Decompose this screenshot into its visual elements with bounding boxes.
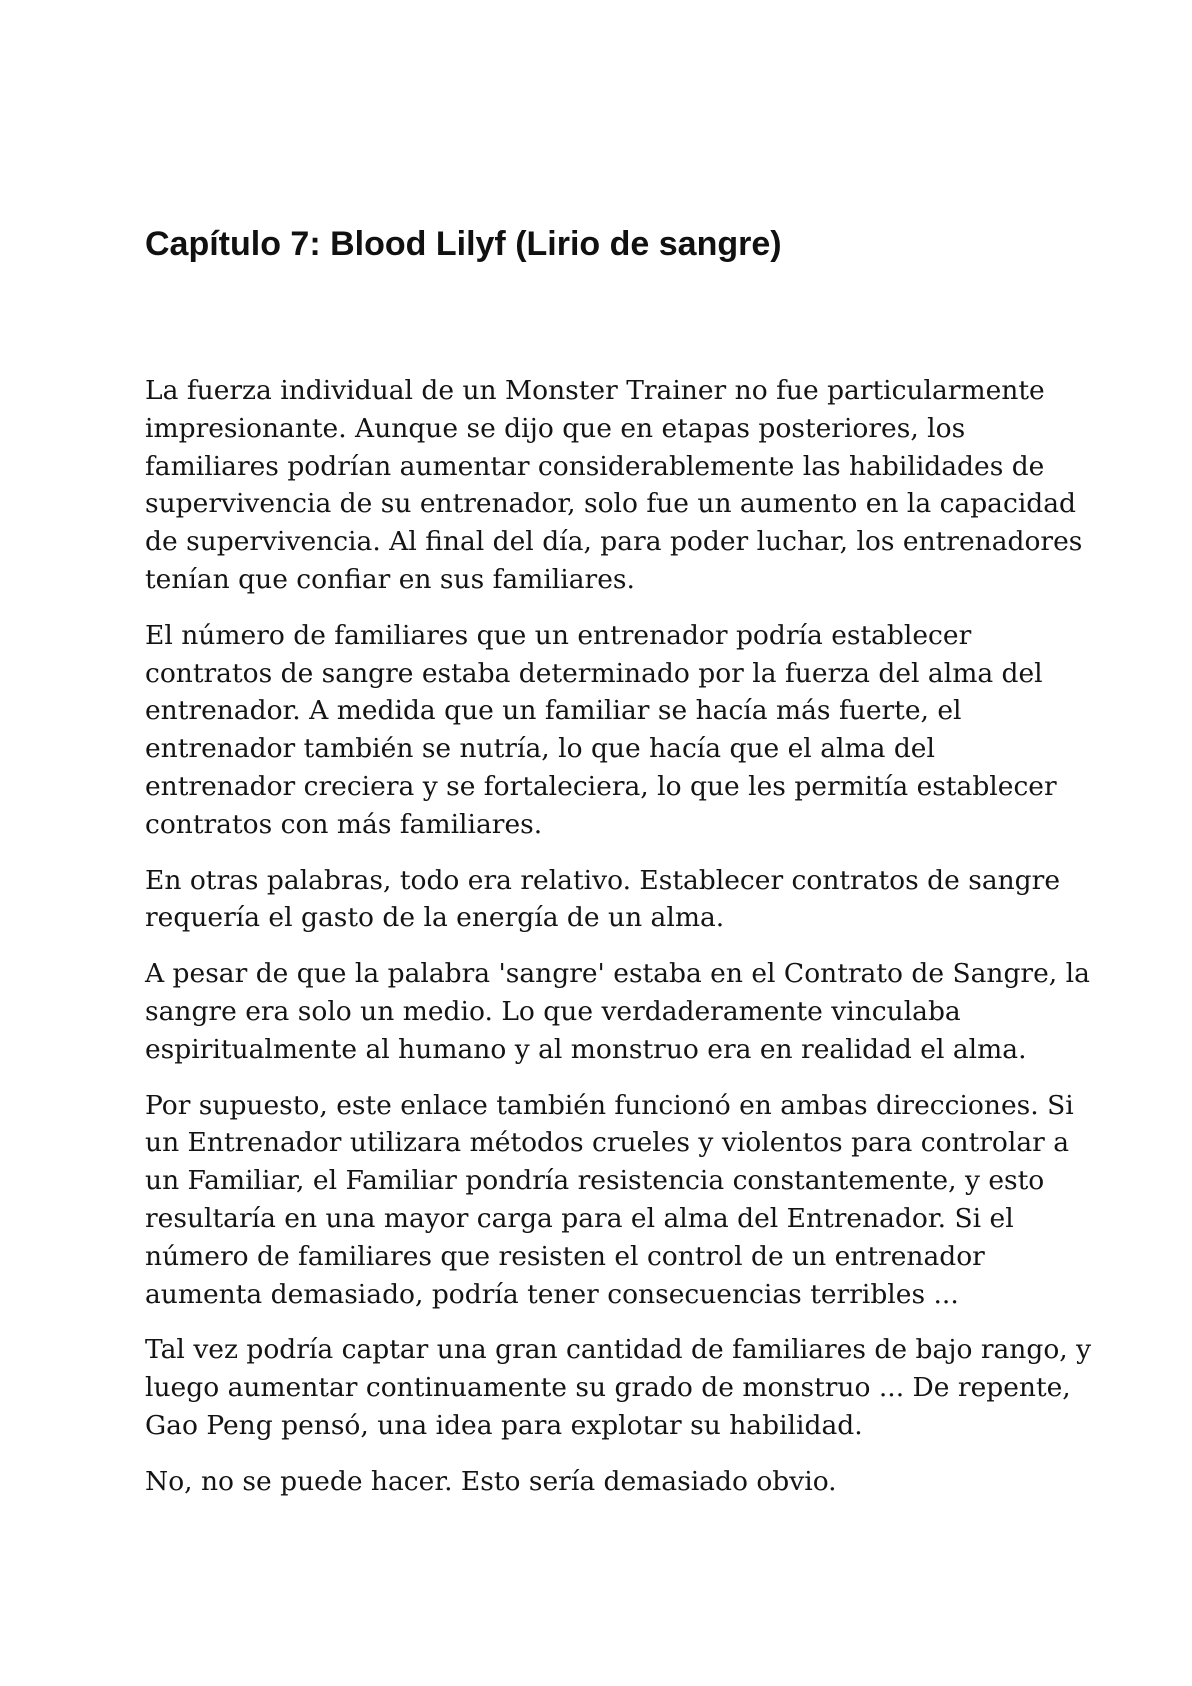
paragraph: Por supuesto, este enlace también funcionó en ambas direcciones. Si un Entrenador utilizara métodos crueles y violentos para controlar a un Familiar, el Familiar pondría resistencia constantemente, y esto resultaría en una mayor carga para el alma del Entrenador. Si el número de familiares que resisten el control de un entrenador aumenta demasiado, podría tener consecuencias terribles ...: [145, 1089, 1074, 1310]
chapter-body: [145, 372, 1092, 1501]
chapter-title: Capítulo 7: Blood Lilyf (Lirio de sangre): [145, 225, 782, 263]
paragraph: La fuerza individual de un Monster Trainer no fue particularmente impresionante. Aunque se dijo que en etapas posteriores, los familiares podrían aumentar considerablemente las habilidades de supervivencia de su entrenador, solo fue un aumento en la capacidad de supervivencia. Al final del día, para poder luchar, los entrenadores tenían que confiar en sus familiares.: [145, 375, 1083, 595]
paragraph: A pesar de que la palabra 'sangre' estaba en el Contrato de Sangre, la sangre era solo un medio. Lo que verdaderamente vinculaba espiritualmente al humano y al monstruo era en realidad el alma.: [145, 958, 1090, 1065]
paragraph: En otras palabras, todo era relativo. Establecer contratos de sangre requería el gasto de la energía de un alma.: [145, 864, 1061, 934]
paragraph: Tal vez podría captar una gran cantidad de familiares de bajo rango, y luego aumentar continuamente su grado de monstruo ... De repente, Gao Peng pensó, una idea para explotar su habilidad.: [145, 1334, 1092, 1441]
paragraph: No, no se puede hacer. Esto sería demasiado obvio.: [145, 1465, 837, 1497]
paragraph: El número de familiares que un entrenador podría establecer contratos de sangre estaba determinado por la fuerza del alma del entrenador. A medida que un familiar se hacía más fuerte, el entrenador también se nutría, lo que hacía que el alma del entrenador creciera y se fortaleciera, lo que les permitía establecer contratos con más familiares.: [145, 619, 1057, 840]
